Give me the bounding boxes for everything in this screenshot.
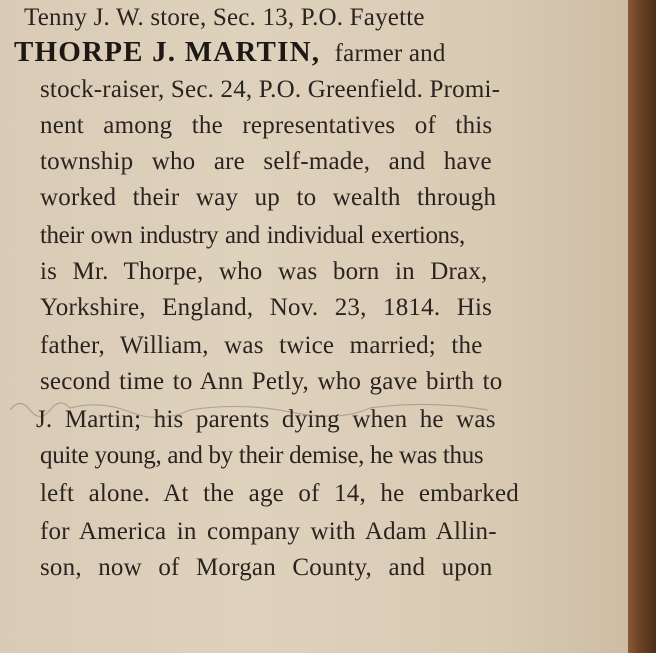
text-line-7-content: their own industry and individual exertions, (40, 222, 465, 249)
text-line-16-content: son, now of Morgan County, and upon (40, 554, 493, 581)
text-line-5-content: township who are self-made, and have (40, 148, 492, 175)
text-line-15 (0, 518, 656, 546)
text-line-14-content: left alone. At the age of 14, he embarked (40, 480, 519, 507)
text-line-6 (0, 184, 656, 212)
text-line-10-content: father, William, was twice married; the (40, 332, 483, 359)
text-line-3-content: stock-raiser, Sec. 24, P.O. Greenfield. Promi- (40, 76, 501, 103)
heading-line-rest: farmer and (334, 40, 446, 67)
text-line-4-content: nent among the representatives of this (40, 112, 493, 139)
entry-heading: THORPE J. MARTIN, (14, 36, 321, 68)
text-line-12 (0, 406, 656, 434)
text-line-4 (0, 112, 656, 140)
heading-line (0, 36, 642, 69)
text-line-10 (0, 332, 656, 360)
text-line-15-content: for America in company with Adam Allin- (40, 518, 497, 545)
text-line-3 (0, 76, 628, 104)
text-line-9-content: Yorkshire, England, Nov. 23, 1814. His (40, 294, 493, 321)
text-line-14 (0, 480, 656, 508)
text-line-1-content: Tenny J. W. store, Sec. 13, P.O. Fayette (24, 4, 425, 31)
text-line-9 (0, 294, 656, 322)
book-page-edge (628, 0, 656, 653)
text-line-5 (0, 148, 656, 176)
text-line-13-content: quite young, and by their demise, he was thus (40, 442, 484, 469)
text-line-11 (0, 368, 656, 396)
text-line-8-content: is Mr. Thorpe, who was born in Drax, (40, 258, 488, 285)
text-line-7 (0, 222, 656, 250)
text-line-11-content: second time to Ann Petly, who gave birth to (40, 368, 503, 395)
text-line-8 (0, 258, 656, 286)
text-line-12-content: J. Martin; his parents dying when he was (36, 406, 496, 433)
text-line-16 (0, 554, 656, 582)
text-line-13 (0, 442, 656, 470)
text-line-6-content: worked their way up to wealth through (40, 184, 497, 211)
text-line-1 (0, 4, 652, 32)
